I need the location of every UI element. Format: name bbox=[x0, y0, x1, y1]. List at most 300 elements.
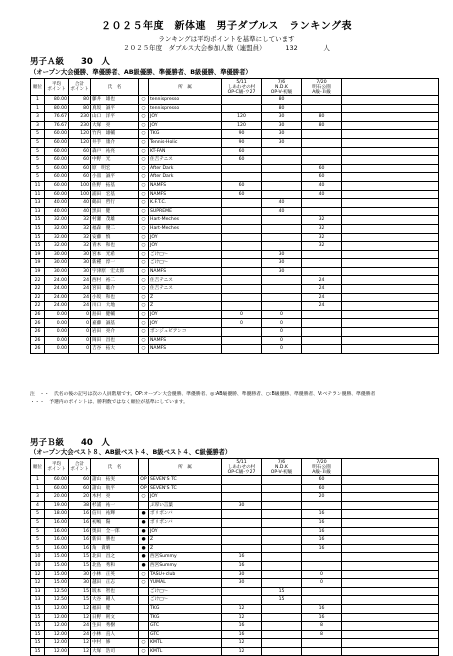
spacer-cell bbox=[342, 476, 439, 485]
total-points-cell: 16 bbox=[69, 527, 91, 536]
player-name-cell: 安藤 慎 bbox=[91, 233, 139, 242]
class-mark-cell: ○ bbox=[139, 276, 149, 285]
event-0720-cell: 16 bbox=[302, 613, 342, 622]
player-name-cell: 小林 直人 bbox=[91, 630, 139, 639]
club-cell: Z bbox=[149, 302, 222, 311]
spacer-cell bbox=[342, 536, 439, 545]
total-points-cell: 0 bbox=[69, 319, 91, 328]
column-header-spacer bbox=[342, 459, 439, 476]
event-0720-cell bbox=[302, 199, 342, 208]
event-0706-cell bbox=[262, 518, 302, 527]
club-cell: tennispresso bbox=[149, 96, 222, 105]
spacer-cell bbox=[342, 207, 439, 216]
event-0511-cell bbox=[222, 164, 262, 173]
event-0511-cell: 90 bbox=[222, 138, 262, 147]
player-name-cell: 森戸 祐亮 bbox=[91, 147, 139, 156]
spacer-cell bbox=[342, 138, 439, 147]
rank-cell: 3 bbox=[31, 113, 45, 122]
total-points-cell: 12 bbox=[69, 647, 91, 656]
total-points-cell: 12 bbox=[69, 613, 91, 622]
spacer-cell bbox=[342, 328, 439, 337]
total-points-cell: 230 bbox=[69, 113, 91, 122]
rank-cell: 5 bbox=[31, 156, 45, 165]
club-cell: YUMAL bbox=[149, 579, 222, 588]
event-0720-cell: 16 bbox=[302, 544, 342, 553]
player-name-cell: 奥田 全一郎 bbox=[91, 527, 139, 536]
average-points-cell: 24.00 bbox=[45, 302, 69, 311]
rank-cell: 5 bbox=[31, 536, 45, 545]
event-0511-cell bbox=[222, 224, 262, 233]
player-name-cell: 小坂 和也 bbox=[91, 293, 139, 302]
spacer-cell bbox=[342, 319, 439, 328]
class-mark-cell: OP bbox=[140, 477, 147, 483]
total-points-cell: 60 bbox=[69, 476, 91, 485]
event-0720-cell bbox=[302, 319, 342, 328]
event-0720-cell bbox=[302, 647, 342, 656]
rank-cell: 1 bbox=[31, 484, 45, 493]
event-0511-cell: 12 bbox=[222, 647, 262, 656]
total-points-cell: 32 bbox=[69, 242, 91, 251]
average-points-cell: 60.00 bbox=[45, 484, 69, 493]
spacer-cell bbox=[342, 639, 439, 648]
event-0511-cell: 0 bbox=[222, 319, 262, 328]
event-0706-cell bbox=[262, 570, 302, 579]
column-header-event-0720: 7/20 明石公園 A級-Ｂ級 bbox=[302, 79, 342, 96]
club-cell: ボリボンバ bbox=[149, 510, 222, 519]
player-name-cell: 佐野 拓基 bbox=[91, 181, 139, 190]
average-points-cell: 16.00 bbox=[45, 544, 69, 553]
rank-cell: 5 bbox=[31, 130, 45, 139]
class-mark-cell: ● bbox=[139, 553, 149, 562]
table-row bbox=[31, 216, 439, 225]
event-0720-cell: 0 bbox=[302, 579, 342, 588]
event-0511-cell bbox=[222, 276, 262, 285]
event-0706-cell: 30 bbox=[262, 259, 302, 268]
rank-cell: 12 bbox=[31, 579, 45, 588]
class-mark-cell: ○ bbox=[139, 138, 149, 147]
average-points-cell: 40.00 bbox=[45, 207, 69, 216]
average-points-cell: 76.67 bbox=[45, 121, 69, 130]
event-0511-cell: 60 bbox=[222, 181, 262, 190]
table-row bbox=[31, 293, 439, 302]
class-mark-cell: ○ bbox=[139, 233, 149, 242]
event-0720-cell bbox=[302, 267, 342, 276]
total-points-cell: 32 bbox=[69, 224, 91, 233]
average-points-cell: 76.67 bbox=[45, 113, 69, 122]
event-0511-cell bbox=[222, 476, 262, 485]
event-0511-cell: 120 bbox=[222, 113, 262, 122]
spacer-cell bbox=[342, 604, 439, 613]
club-cell: JOY bbox=[149, 113, 222, 122]
average-points-cell: 24.00 bbox=[45, 285, 69, 294]
event-0720-cell bbox=[302, 596, 342, 605]
event-0511-cell: 12 bbox=[222, 613, 262, 622]
spacer-cell bbox=[342, 622, 439, 631]
spacer-cell bbox=[342, 302, 439, 311]
club-cell: tennispresso bbox=[149, 104, 222, 113]
event-0720-cell bbox=[302, 207, 342, 216]
event-0706-cell: 30 bbox=[262, 121, 302, 130]
event-0720-cell bbox=[302, 104, 342, 113]
club-cell: GTC bbox=[149, 622, 222, 631]
event-0706-cell: 40 bbox=[262, 199, 302, 208]
total-points-cell: 0 bbox=[69, 328, 91, 337]
event-0706-cell bbox=[262, 190, 302, 199]
event-0720-cell bbox=[302, 328, 342, 337]
rank-cell: 13 bbox=[31, 199, 45, 208]
rank-cell: 5 bbox=[31, 544, 45, 553]
spacer-cell bbox=[342, 113, 439, 122]
total-points-cell: 15 bbox=[69, 587, 91, 596]
event-0720-cell bbox=[302, 587, 342, 596]
section-a-heading: 男子Ａ級 30 人 bbox=[30, 57, 110, 67]
column-header-club: 所 属 bbox=[149, 459, 222, 476]
player-name-cell: 川口 大地 bbox=[91, 302, 139, 311]
event-0720-cell: 8 bbox=[302, 622, 342, 631]
total-points-cell: 30 bbox=[69, 250, 91, 259]
total-points-cell: 60 bbox=[69, 156, 91, 165]
rank-cell: 5 bbox=[31, 138, 45, 147]
class-mark-cell: ○ bbox=[139, 250, 149, 259]
table-row bbox=[31, 121, 439, 130]
total-points-cell: 38 bbox=[69, 501, 91, 510]
average-points-cell: 20.00 bbox=[45, 493, 69, 502]
club-cell: Hart-Meches bbox=[149, 224, 222, 233]
event-0511-cell bbox=[222, 527, 262, 536]
total-points-cell: 24 bbox=[69, 293, 91, 302]
table-row bbox=[31, 319, 439, 328]
average-points-cell: 60.00 bbox=[45, 156, 69, 165]
total-points-cell: 24 bbox=[69, 285, 91, 294]
event-0720-cell bbox=[302, 553, 342, 562]
player-name-cell: 村瀬 茂雄 bbox=[91, 216, 139, 225]
class-mark-cell: ○ bbox=[139, 319, 149, 328]
spacer-cell bbox=[342, 570, 439, 579]
event-0720-cell: 80 bbox=[302, 113, 342, 122]
class-mark-cell: ○ bbox=[139, 285, 149, 294]
rank-cell: 10 bbox=[31, 561, 45, 570]
table-row bbox=[31, 622, 439, 631]
column-header-event-0511: 5/11 しあわせの村 OP-C級-ウ27 bbox=[222, 79, 262, 96]
spacer-cell bbox=[342, 579, 439, 588]
club-cell: SEVEN'S TC bbox=[149, 484, 222, 493]
event-0720-cell: 16 bbox=[302, 527, 342, 536]
event-0720-cell bbox=[302, 639, 342, 648]
event-0706-cell bbox=[262, 173, 302, 182]
average-points-cell: 12.00 bbox=[45, 622, 69, 631]
event-0706-cell: 0 bbox=[262, 336, 302, 345]
average-points-cell: 30.00 bbox=[45, 267, 69, 276]
average-points-cell: 0.00 bbox=[45, 328, 69, 337]
rank-cell: 4 bbox=[31, 501, 45, 510]
player-name-cell: 宮本 光希 bbox=[91, 250, 139, 259]
player-name-cell: 竹内 雄輔 bbox=[91, 130, 139, 139]
total-points-cell: 32 bbox=[69, 216, 91, 225]
class-mark-cell: ○ bbox=[139, 639, 149, 648]
rank-cell: 15 bbox=[31, 613, 45, 622]
total-points-cell: 230 bbox=[69, 121, 91, 130]
table-row bbox=[31, 138, 439, 147]
player-name-cell: 日野 則文 bbox=[91, 613, 139, 622]
average-points-cell: 60.00 bbox=[45, 190, 69, 199]
class-mark-cell: ○ bbox=[139, 130, 149, 139]
average-points-cell: 60.00 bbox=[45, 181, 69, 190]
total-points-cell: 30 bbox=[69, 579, 91, 588]
rank-cell: 15 bbox=[31, 224, 45, 233]
event-0511-cell: 0 bbox=[222, 310, 262, 319]
player-name-cell: 青木 和也 bbox=[91, 242, 139, 251]
average-points-cell: 0.00 bbox=[45, 319, 69, 328]
event-0720-cell: 24 bbox=[302, 293, 342, 302]
table-row bbox=[31, 285, 439, 294]
club-cell: K.F.T.C. bbox=[149, 199, 222, 208]
spacer-cell bbox=[342, 267, 439, 276]
class-mark-cell: ○ bbox=[139, 207, 149, 216]
rank-cell: 10 bbox=[31, 553, 45, 562]
table-row bbox=[31, 544, 439, 553]
ranking-table-a bbox=[30, 78, 439, 354]
total-points-cell: 60 bbox=[69, 147, 91, 156]
event-0706-cell bbox=[262, 147, 302, 156]
rank-cell: 3 bbox=[31, 121, 45, 130]
event-0720-cell: 40 bbox=[302, 181, 342, 190]
average-points-cell: 0.00 bbox=[45, 345, 69, 354]
table-a-header bbox=[31, 79, 439, 96]
average-points-cell: 12.00 bbox=[45, 613, 69, 622]
table-row bbox=[31, 233, 439, 242]
rank-cell: 12 bbox=[31, 570, 45, 579]
average-points-cell: 32.00 bbox=[45, 216, 69, 225]
event-0706-cell: 0 bbox=[262, 319, 302, 328]
average-points-cell: 32.00 bbox=[45, 242, 69, 251]
event-0720-cell: 24 bbox=[302, 302, 342, 311]
class-mark-cell: ○ bbox=[139, 104, 149, 113]
event-0706-cell bbox=[262, 285, 302, 294]
class-mark-cell: ○ bbox=[139, 181, 149, 190]
event-0706-cell bbox=[262, 527, 302, 536]
total-points-cell: 100 bbox=[69, 181, 91, 190]
average-points-cell: 12.00 bbox=[45, 647, 69, 656]
club-cell: ボンジュビアンコ bbox=[149, 328, 222, 337]
event-0720-cell: 32 bbox=[302, 224, 342, 233]
total-points-cell: 15 bbox=[69, 553, 91, 562]
column-header-class-mark bbox=[139, 79, 149, 96]
club-cell: 西宮Summy bbox=[149, 561, 222, 570]
event-0720-cell bbox=[302, 138, 342, 147]
event-0511-cell bbox=[222, 544, 262, 553]
spacer-cell bbox=[342, 293, 439, 302]
event-0706-cell bbox=[262, 510, 302, 519]
class-mark-cell: ● bbox=[139, 561, 149, 570]
class-mark-cell: ○ bbox=[139, 242, 149, 251]
player-name-cell: 原 明宏 bbox=[91, 164, 139, 173]
event-0511-cell: 60 bbox=[222, 147, 262, 156]
total-points-cell: 20 bbox=[69, 493, 91, 502]
event-0720-cell: 16 bbox=[302, 604, 342, 613]
event-0720-cell bbox=[302, 336, 342, 345]
total-points-cell: 40 bbox=[69, 207, 91, 216]
average-points-cell: 30.00 bbox=[45, 259, 69, 268]
table-row bbox=[31, 302, 439, 311]
event-0706-cell bbox=[262, 302, 302, 311]
class-mark-cell: ○ bbox=[139, 493, 149, 502]
event-0706-cell bbox=[262, 476, 302, 485]
event-0706-cell: 30 bbox=[262, 250, 302, 259]
event-0706-cell: 30 bbox=[262, 113, 302, 122]
player-name-cell: 福森 優二 bbox=[91, 224, 139, 233]
footnote-2: ・・・ 予選内のポイントは、勝利数ではなく順位が基準にしています。 bbox=[30, 400, 188, 405]
class-mark-cell: ● bbox=[139, 536, 149, 545]
event-0511-cell bbox=[222, 484, 262, 493]
column-header-player-name: 氏 名 bbox=[91, 79, 139, 96]
event-0511-cell bbox=[222, 536, 262, 545]
table-row bbox=[31, 604, 439, 613]
rank-cell: 1 bbox=[31, 104, 45, 113]
class-mark-cell: ● bbox=[139, 518, 149, 527]
class-mark-cell bbox=[139, 613, 149, 622]
total-points-cell: 0 bbox=[69, 310, 91, 319]
column-header-club: 所 属 bbox=[149, 79, 222, 96]
table-row bbox=[31, 190, 439, 199]
total-points-cell: 60 bbox=[69, 173, 91, 182]
player-name-cell: 杉浦 祐一 bbox=[91, 501, 139, 510]
column-header-event-0706: 7/6 N.D.K OP-V-初級 bbox=[262, 79, 302, 96]
event-0706-cell bbox=[262, 501, 302, 510]
event-0511-cell bbox=[222, 259, 262, 268]
player-name-cell: 西村 裕二 bbox=[91, 276, 139, 285]
table-row bbox=[31, 310, 439, 319]
table-row bbox=[31, 527, 439, 536]
event-0511-cell bbox=[222, 285, 262, 294]
spacer-cell bbox=[342, 596, 439, 605]
table-row bbox=[31, 276, 439, 285]
participants-note bbox=[0, 43, 453, 52]
class-mark-cell: ● bbox=[139, 544, 149, 553]
spacer-cell bbox=[342, 259, 439, 268]
event-0511-cell bbox=[222, 302, 262, 311]
event-0720-cell: 32 bbox=[302, 233, 342, 242]
total-points-cell: 80 bbox=[69, 104, 91, 113]
page-title: ２０２５年度 新体連 男子ダブルス ランキング表 bbox=[101, 21, 352, 32]
event-0511-cell bbox=[222, 207, 262, 216]
rank-cell: 22 bbox=[31, 293, 45, 302]
class-mark-cell: ○ bbox=[139, 293, 149, 302]
club-cell: JOY bbox=[149, 319, 222, 328]
class-mark-cell: ○ bbox=[139, 302, 149, 311]
column-header-spacer bbox=[342, 79, 439, 96]
table-row bbox=[31, 250, 439, 259]
club-cell: ぶ厚い言葉 bbox=[149, 501, 222, 510]
event-0706-cell bbox=[262, 156, 302, 165]
event-0511-cell bbox=[222, 173, 262, 182]
event-0511-cell bbox=[222, 267, 262, 276]
participants-unit: 人 bbox=[323, 44, 330, 52]
class-mark-cell: ○ bbox=[139, 328, 149, 337]
average-points-cell: 60.00 bbox=[45, 164, 69, 173]
player-name-cell: 坂本 智也 bbox=[91, 587, 139, 596]
spacer-cell bbox=[342, 345, 439, 354]
average-points-cell: 12.00 bbox=[45, 630, 69, 639]
column-header-event-0511: 5/11 しあわせの村 OP-C級-ウ27 bbox=[222, 459, 262, 476]
player-name-cell: 信川 祐輝 bbox=[91, 510, 139, 519]
table-row bbox=[31, 587, 439, 596]
table-row bbox=[31, 613, 439, 622]
average-points-cell: 15.00 bbox=[45, 579, 69, 588]
event-0706-cell bbox=[262, 216, 302, 225]
player-name-cell: 新種 淳一 bbox=[91, 259, 139, 268]
class-mark-cell bbox=[139, 501, 149, 510]
club-cell: JOY bbox=[149, 121, 222, 130]
club-cell: SEVEN'S TC bbox=[149, 476, 222, 485]
event-0706-cell bbox=[262, 493, 302, 502]
table-row bbox=[31, 130, 439, 139]
player-name-cell: 大塚 亮 bbox=[91, 121, 139, 130]
spacer-cell bbox=[342, 199, 439, 208]
class-mark-cell: ○ bbox=[139, 113, 149, 122]
club-cell: TKG bbox=[149, 130, 222, 139]
table-row bbox=[31, 536, 439, 545]
club-cell: ごけ□～ bbox=[149, 250, 222, 259]
class-mark-cell: ○ bbox=[139, 570, 149, 579]
event-0511-cell bbox=[222, 216, 262, 225]
rank-cell: 15 bbox=[31, 647, 45, 656]
participants-label: ２０２５年度 ダブルス大会参加人数（連盟員） bbox=[123, 44, 266, 52]
club-cell: GTC bbox=[149, 630, 222, 639]
player-name-cell: 山口 洋平 bbox=[91, 113, 139, 122]
event-0706-cell bbox=[262, 242, 302, 251]
club-cell: Z bbox=[149, 536, 222, 545]
event-0511-cell bbox=[222, 233, 262, 242]
column-header-total-points: 合計 ポイント bbox=[69, 79, 91, 96]
rank-cell: 15 bbox=[31, 233, 45, 242]
event-0511-cell bbox=[222, 199, 262, 208]
club-cell: After Dark bbox=[149, 173, 222, 182]
player-name-cell: 浦田 宏基 bbox=[91, 190, 139, 199]
player-name-cell: 島田 健輔 bbox=[91, 310, 139, 319]
total-points-cell: 30 bbox=[69, 259, 91, 268]
table-a-body bbox=[31, 96, 439, 354]
event-0720-cell bbox=[302, 501, 342, 510]
player-name-cell: 新田 勝也 bbox=[91, 536, 139, 545]
spacer-cell bbox=[342, 553, 439, 562]
event-0706-cell bbox=[262, 639, 302, 648]
average-points-cell: 60.00 bbox=[45, 147, 69, 156]
club-cell: SUPREME bbox=[149, 207, 222, 216]
event-0720-cell bbox=[302, 259, 342, 268]
club-cell: ごけ□～ bbox=[149, 596, 222, 605]
section-a-subheading: （オープン大会優勝、準優勝者、AB級優勝、準優勝者、B級優勝、準優勝者） bbox=[30, 69, 252, 76]
average-points-cell: 18.00 bbox=[45, 510, 69, 519]
spacer-cell bbox=[342, 181, 439, 190]
club-cell: ごけ□～ bbox=[149, 259, 222, 268]
total-points-cell: 24 bbox=[69, 302, 91, 311]
class-mark-cell: OP bbox=[140, 485, 147, 491]
rank-cell: 26 bbox=[31, 319, 45, 328]
class-mark-cell: ○ bbox=[139, 216, 149, 225]
table-row bbox=[31, 553, 439, 562]
table-row bbox=[31, 484, 439, 493]
event-0706-cell bbox=[262, 613, 302, 622]
event-0511-cell: 16 bbox=[222, 630, 262, 639]
total-points-cell: 120 bbox=[69, 130, 91, 139]
club-cell: KMTL bbox=[149, 639, 222, 648]
table-row bbox=[31, 104, 439, 113]
event-0511-cell bbox=[222, 336, 262, 345]
table-row bbox=[31, 561, 439, 570]
table-row bbox=[31, 570, 439, 579]
total-points-cell: 80 bbox=[69, 96, 91, 105]
table-row bbox=[31, 647, 439, 656]
